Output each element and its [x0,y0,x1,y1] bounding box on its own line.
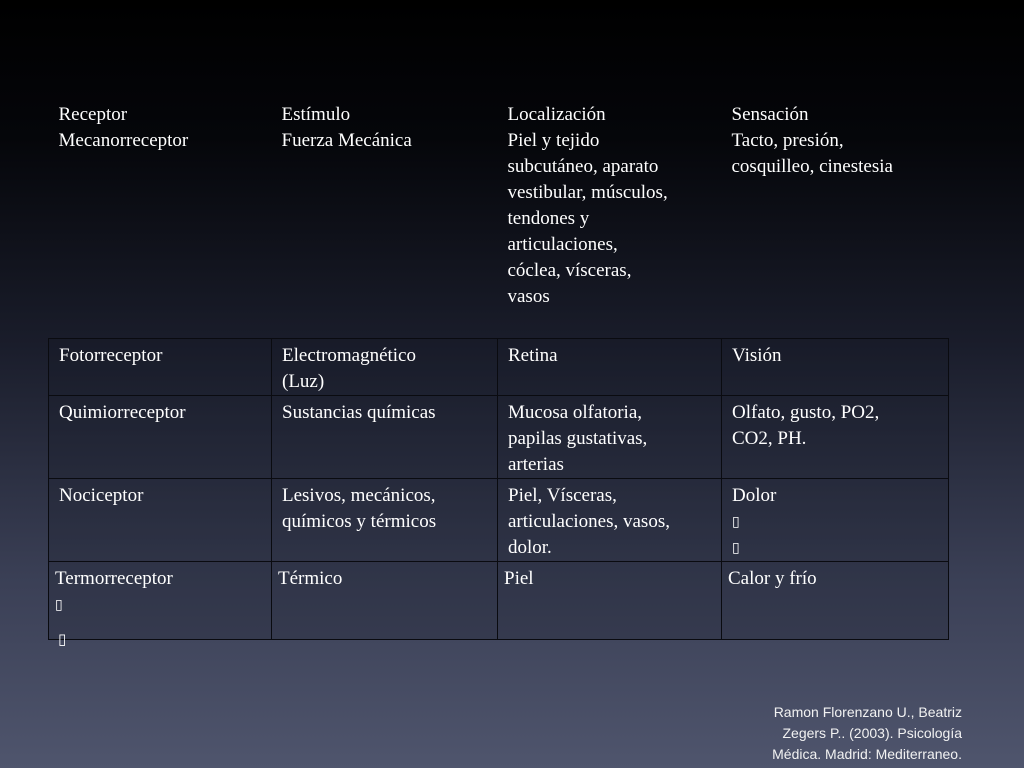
table-row-mecanorreceptor [49,96,949,338]
cell-sensacion [722,395,949,478]
cell-line: dolor. [508,536,552,558]
header-localizacion: Localización [507,104,606,125]
cell-localizacion [498,395,722,478]
cell-sensacion [722,478,949,561]
cell-line: arterias [508,453,564,475]
missing-glyph-mark: ▯ [55,596,63,613]
receptor-classification-table [48,96,949,640]
header-receptor: Receptor [58,104,128,125]
citation-line: Zegers P.. (2003). Psicología [782,725,962,741]
cell-line: vasos [507,286,550,307]
missing-glyph-mark: ▯ [732,513,740,530]
missing-glyph-mark: ▯ [58,630,67,648]
missing-glyph-mark: ▯ [732,539,740,556]
table-row-termorreceptor [49,561,949,639]
table-row-nociceptor [49,478,949,561]
cell-sensacion [722,561,949,639]
cell-receptor [49,96,272,338]
cell-localizacion [498,561,722,639]
cell-line: Fuerza Mecánica [281,130,412,151]
cell-line: Dolor [732,484,777,506]
cell-line: CO2, PH. [732,427,807,449]
cell-line: Fotorreceptor [59,344,163,366]
cell-line: químicos y térmicos [282,510,437,532]
cell-receptor [49,478,272,561]
cell-line: cosquilleo, cinestesia [731,156,893,177]
cell-line: Termorreceptor [55,567,173,589]
cell-line: (Luz) [282,370,325,392]
cell-sensacion [722,338,949,395]
cell-line: Piel [504,567,534,589]
citation [722,702,962,765]
cell-line: Piel, Vísceras, [508,484,617,506]
cell-localizacion [498,478,722,561]
cell-line: Quimiorreceptor [59,401,186,423]
cell-estimulo [272,338,498,395]
citation-line: Ramon Florenzano U., Beatriz [773,704,962,720]
cell-line: articulaciones, [507,234,618,255]
table-row-quimiorreceptor [49,395,949,478]
header-estimulo: Estímulo [281,104,351,125]
cell-estimulo [272,561,498,639]
cell-localizacion [498,338,722,395]
cell-line: Mucosa olfatoria, [508,401,643,423]
cell-line: Lesivos, mecánicos, [282,484,436,506]
header-sensacion: Sensación [731,104,809,125]
cell-estimulo [272,96,498,338]
cell-estimulo [272,395,498,478]
cell-line: tendones y [507,208,590,229]
cell-line: Tacto, presión, [731,130,844,151]
cell-receptor [49,338,272,395]
cell-line: Térmico [278,567,343,589]
cell-estimulo [272,478,498,561]
cell-line: papilas gustativas, [508,427,648,449]
cell-line: Mecanorreceptor [58,130,189,151]
cell-line: Electromagnético [282,344,416,366]
cell-sensacion [722,96,949,338]
table-row-fotorreceptor [49,338,949,395]
cell-line: Olfato, gusto, PO2, [732,401,880,423]
cell-line: Sustancias químicas [282,401,436,423]
cell-line: subcutáneo, aparato [507,156,659,177]
cell-receptor [49,395,272,478]
cell-line: articulaciones, vasos, [508,510,670,532]
cell-line: Visión [732,344,782,366]
cell-line: Nociceptor [59,484,144,506]
cell-line: Calor y frío [728,567,817,589]
cell-line: Piel y tejido [507,130,600,151]
cell-receptor [49,561,272,639]
cell-line: vestibular, músculos, [507,182,668,203]
citation-line: Médica. Madrid: Mediterraneo. [772,746,962,762]
cell-line: Retina [508,344,558,366]
cell-line: cóclea, vísceras, [507,260,632,281]
cell-localizacion [498,96,722,338]
